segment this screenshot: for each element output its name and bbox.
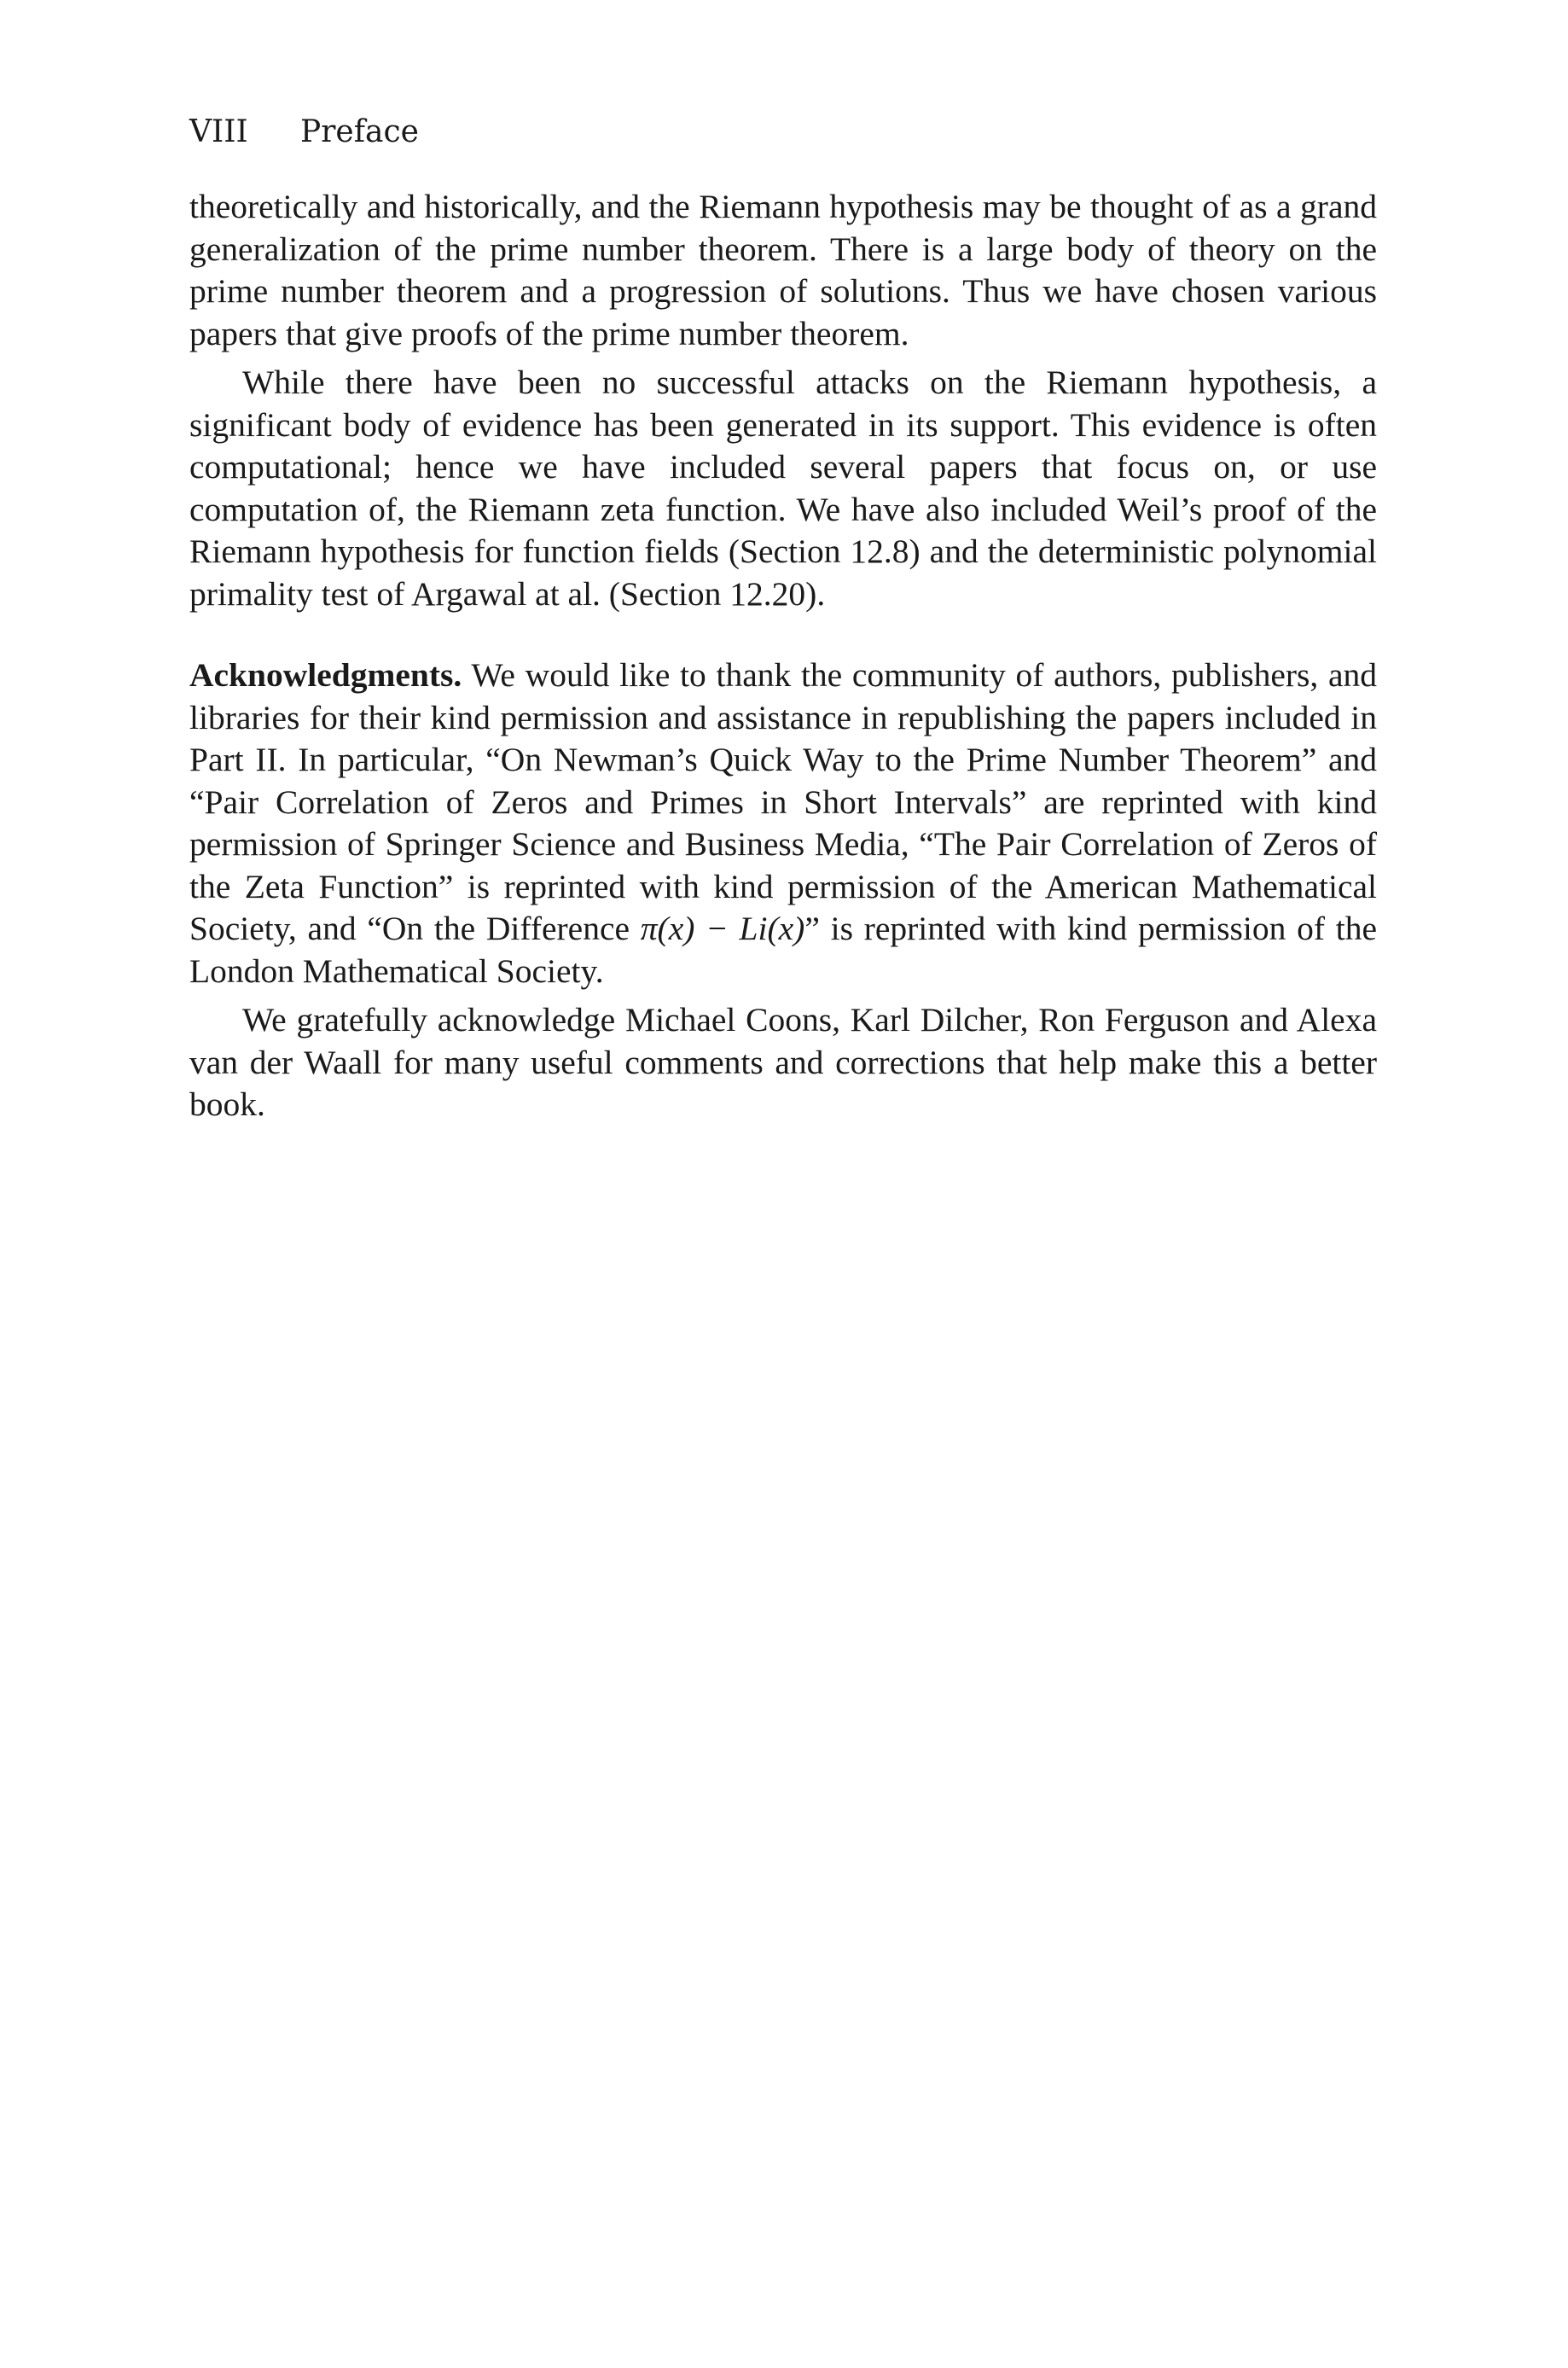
acknowledgments-heading: Acknowledgments.: [189, 656, 462, 694]
body-text: [189, 186, 1377, 1126]
acknowledgments-text: We would like to thank the community of authors, publishers, and libraries for their kind permission and assistance in republishing the papers included in Part II. In particular, “On Newman’s Quick Way to the Prime Number Theorem” and “Pair Correlation of Zeros and Primes in Short Intervals” are reprinted with kind permission of Springer Science and Business Media, “The Pair Correlation of Zeros of the Zeta Function” is reprinted with kind permission of the American Mathematical Society, and “On the Difference: [189, 656, 1377, 947]
math-expression: π(x) − Li(x): [640, 910, 805, 947]
acknowledgments-paragraph: [189, 655, 1377, 992]
acknowledgments-text-end: ” is reprinted with kind permission of the London Mathematical Society.: [189, 910, 1377, 990]
paragraph-thanks: We gratefully acknowledge Michael Coons, Karl Dilcher, Ron Ferguson and Alexa van der Waall for many useful comments and corrections that help make this a better book.: [189, 1001, 1377, 1123]
running-header: [189, 113, 419, 151]
paragraph-continued: theoretically and historically, and the Riemann hypothesis may be thought of as a grand generalization of the prime number theorem. There is a large body of theory on the prime number theorem and a progression of solutions. Thus we have chosen various papers that give proofs of the prime number theorem.: [189, 188, 1377, 352]
paragraph-evidence: While there have been no successful attacks on the Riemann hypothesis, a significant body of evidence has been generated in its support. This evidence is often computational; hence we have included several papers that focus on, or use computation of, the Riemann zeta function. We have also included Weil’s proof of the Riemann hypothesis for function fields (Section 12.8) and the deterministic polynomial primality test of Argawal at al. (Section 12.20).: [189, 364, 1377, 613]
page-number: VIII: [189, 114, 248, 149]
running-title: Preface: [300, 114, 419, 149]
